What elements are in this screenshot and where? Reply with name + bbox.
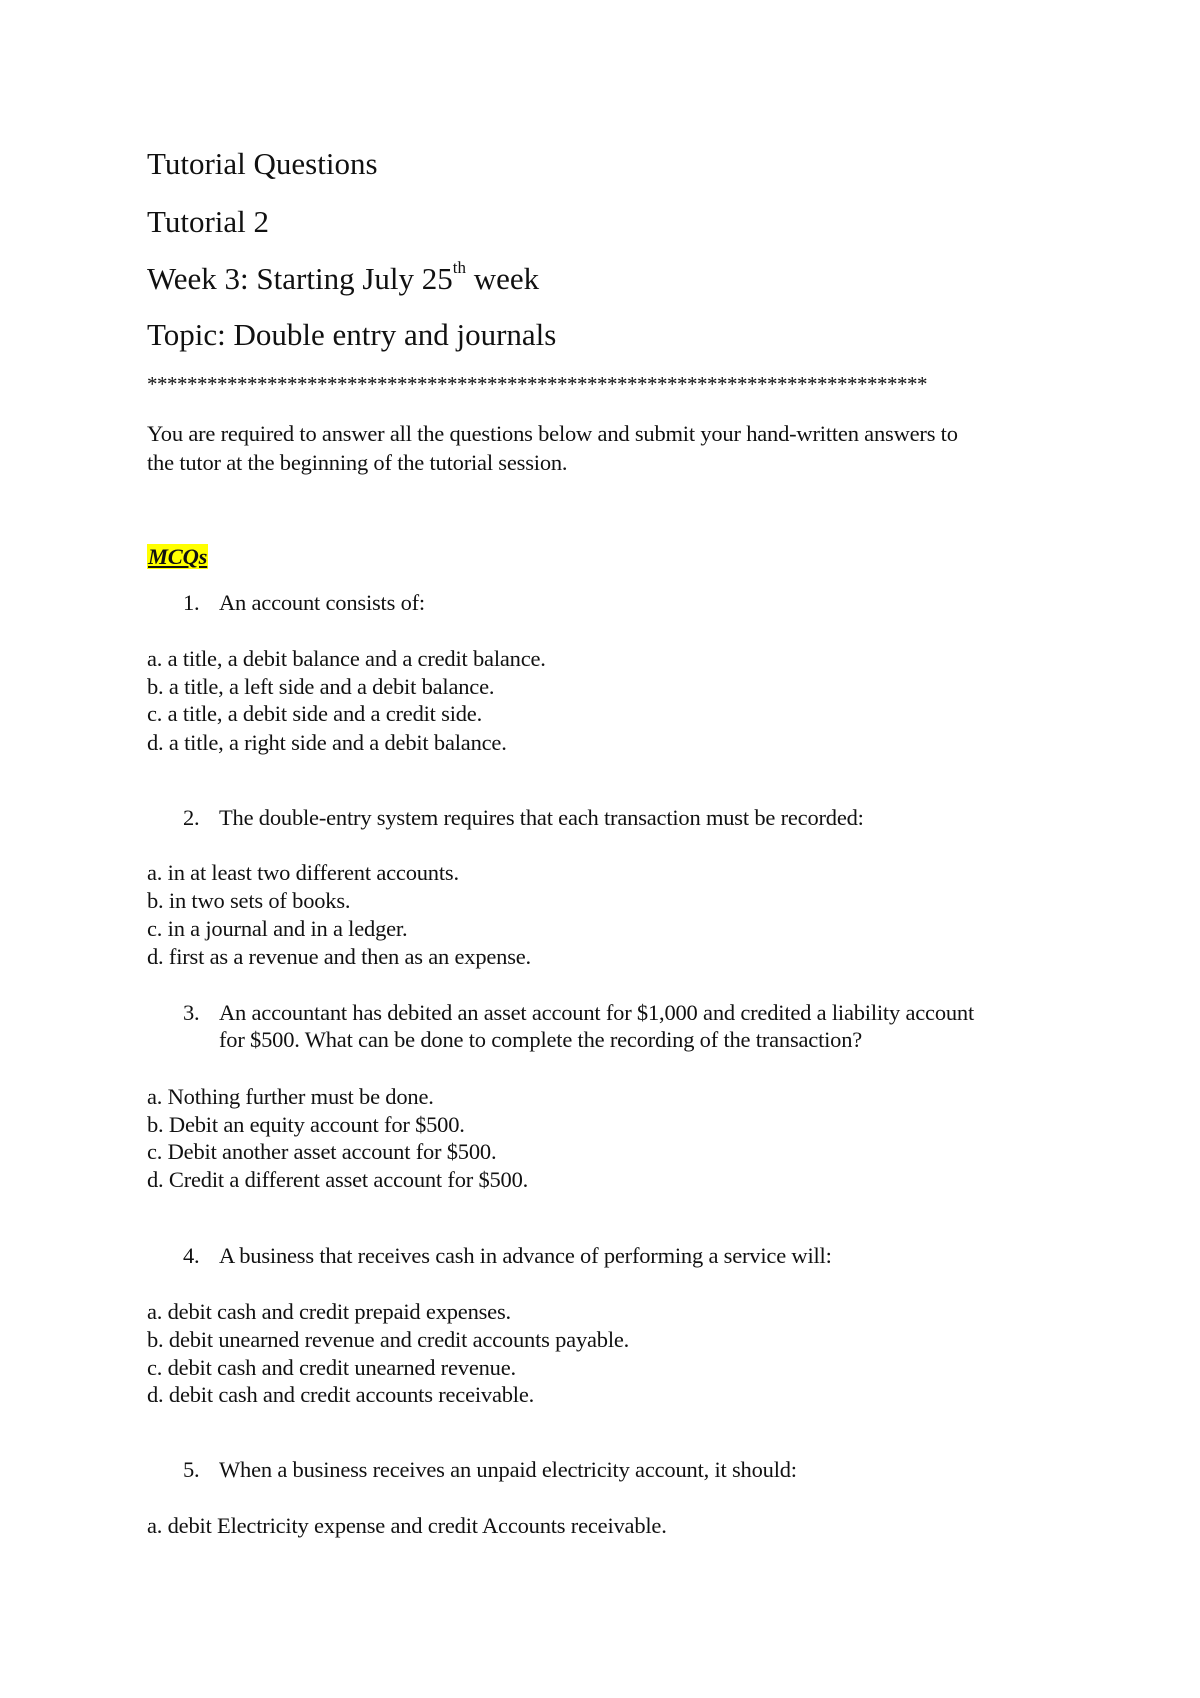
option: c. Debit another asset account for $500.: [147, 1139, 497, 1164]
tutorial-number: Tutorial 2: [147, 204, 270, 239]
option: d. a title, a right side and a debit balance.: [147, 730, 507, 755]
week-text: Week 3: Starting July 25: [147, 261, 453, 296]
option: c. a title, a debit side and a credit side.: [147, 701, 483, 726]
option: b. in two sets of books.: [147, 888, 351, 913]
mcqs-heading: MCQs: [148, 544, 208, 569]
question-text: When a business receives an unpaid electricity account, it should:: [219, 1457, 797, 1482]
question-text: An account consists of:: [219, 590, 425, 615]
week-superscript: th: [452, 258, 466, 277]
week-line: [147, 258, 540, 297]
option: a. in at least two different accounts.: [147, 860, 459, 885]
option: d. debit cash and credit accounts receivable.: [147, 1382, 535, 1407]
question-text: The double-entry system requires that each transaction must be recorded:: [219, 805, 864, 830]
option: a. a title, a debit balance and a credit balance.: [147, 646, 546, 671]
option: a. debit Electricity expense and credit Accounts receivable.: [147, 1513, 667, 1538]
option: c. debit cash and credit unearned revenue.: [147, 1355, 516, 1380]
question-number: 5.: [183, 1457, 200, 1482]
instructions-line-2: the tutor at the beginning of the tutorial session.: [147, 450, 568, 475]
question-number: 2.: [183, 805, 200, 830]
question-text: An accountant has debited an asset account for $1,000 and credited a liability account: [219, 1000, 975, 1025]
option: a. Nothing further must be done.: [147, 1084, 434, 1109]
question-text: A business that receives cash in advance of performing a service will:: [219, 1243, 832, 1268]
instructions-line-1: You are required to answer all the questions below and submit your hand-written answers to: [147, 421, 958, 446]
option: d. Credit a different asset account for $500.: [147, 1167, 529, 1192]
week-suffix: week: [465, 261, 540, 296]
option: b. a title, a left side and a debit balance.: [147, 674, 495, 699]
option: c. in a journal and in a ledger.: [147, 916, 408, 941]
option: a. debit cash and credit prepaid expenses.: [147, 1299, 511, 1324]
question-text-continued: for $500. What can be done to complete the recording of the transaction?: [219, 1027, 863, 1052]
section-label: [147, 543, 208, 571]
document-title: Tutorial Questions: [147, 146, 378, 181]
divider: ******************************************************************************: [147, 372, 927, 396]
option: b. Debit an equity account for $500.: [147, 1112, 465, 1137]
question-number: 1.: [183, 590, 200, 615]
topic-line: Topic: Double entry and journals: [147, 317, 557, 352]
question-number: 3.: [183, 1000, 200, 1025]
question-number: 4.: [183, 1243, 200, 1268]
option: b. debit unearned revenue and credit accounts payable.: [147, 1327, 630, 1352]
option: d. first as a revenue and then as an expense.: [147, 944, 531, 969]
